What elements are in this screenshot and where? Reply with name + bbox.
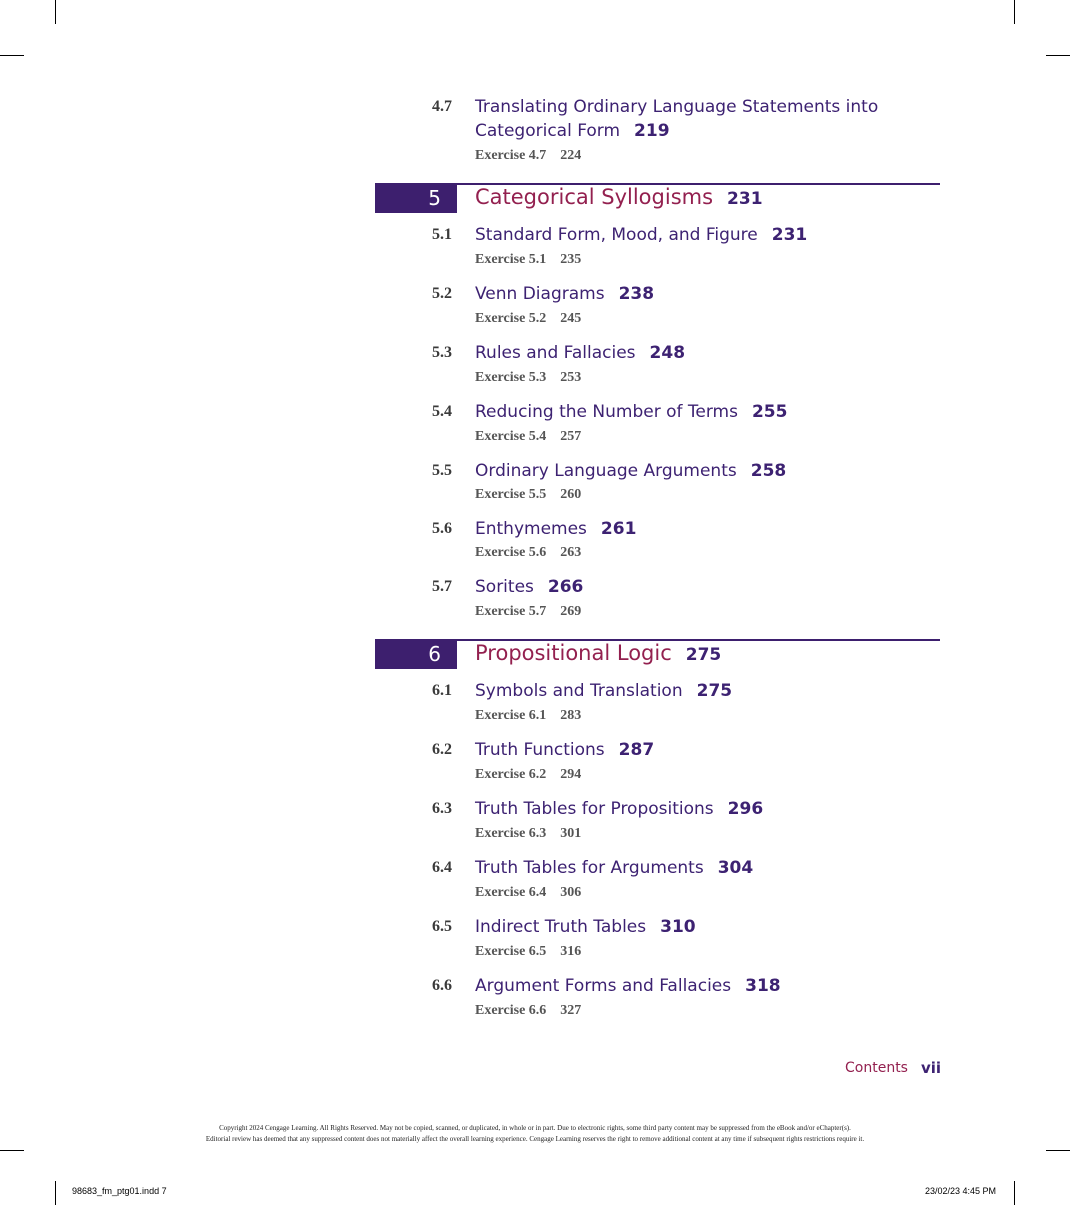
- section-page: 296: [727, 799, 764, 819]
- section-page: 310: [660, 917, 696, 937]
- section-page: 266: [547, 577, 584, 597]
- exercise-entry[interactable]: [475, 707, 581, 725]
- section-page: 248: [649, 343, 686, 363]
- exercise-label: Exercise 6.3: [475, 826, 547, 841]
- exercise-page: 257: [560, 429, 582, 444]
- exercise-page: 224: [560, 148, 582, 163]
- exercise-page: 253: [560, 370, 582, 385]
- crop-mark: [1014, 0, 1015, 24]
- exercise-label: Exercise 6.2: [475, 767, 547, 782]
- exercise-entry[interactable]: [475, 486, 581, 504]
- exercise-entry[interactable]: [475, 1002, 581, 1020]
- section-page: 255: [751, 402, 788, 422]
- exercise-page: 260: [560, 487, 582, 502]
- section-number: 6.4: [432, 859, 452, 876]
- section-number: 6.2: [432, 741, 452, 758]
- crop-mark: [0, 1150, 24, 1151]
- chapter-title: Categorical Syllogisms: [475, 185, 714, 209]
- exercise-entry[interactable]: [475, 884, 581, 902]
- exercise-label: Exercise 6.4: [475, 885, 547, 900]
- exercise-entry[interactable]: [475, 603, 581, 621]
- exercise-label: Exercise 5.7: [475, 604, 547, 619]
- section-title: Venn Diagrams: [475, 284, 605, 304]
- chapter-5-header[interactable]: [375, 183, 940, 213]
- section-title: Sorites: [475, 577, 534, 597]
- crop-mark: [1046, 1150, 1070, 1151]
- exercise-label: Exercise 6.6: [475, 1003, 547, 1018]
- footer-contents-label: Contents: [845, 1060, 908, 1076]
- date-slug: 23/02/23 4:45 PM: [925, 1186, 997, 1196]
- exercise-entry[interactable]: [475, 251, 581, 269]
- exercise-label: Exercise 5.4: [475, 429, 547, 444]
- section-number: 6.6: [432, 977, 452, 994]
- section-number: 4.7: [432, 98, 452, 115]
- section-page: 219: [634, 121, 670, 141]
- exercise-label: Exercise 5.3: [475, 370, 547, 385]
- section-page: 238: [618, 284, 655, 304]
- section-title: Argument Forms and Fallacies: [475, 976, 732, 996]
- section-title-row[interactable]: [475, 974, 905, 998]
- chapter-page: 231: [727, 189, 763, 209]
- exercise-page: 283: [560, 708, 582, 723]
- section-page: 304: [717, 858, 754, 878]
- crop-mark: [55, 1181, 56, 1205]
- section-title-line2: Categorical Form: [475, 121, 621, 141]
- section-page: 231: [771, 225, 808, 245]
- exercise-label: Exercise 5.2: [475, 311, 547, 326]
- exercise-label: Exercise 6.5: [475, 944, 547, 959]
- exercise-label: Exercise 5.6: [475, 545, 547, 560]
- crop-mark: [1046, 55, 1070, 56]
- exercise-entry[interactable]: [475, 544, 581, 562]
- exercise-page: 245: [560, 311, 582, 326]
- section-title: Rules and Fallacies: [475, 343, 636, 363]
- section-number: 5.6: [432, 520, 452, 537]
- chapter-number: 5: [428, 186, 441, 210]
- section-number: 5.4: [432, 403, 452, 420]
- section-title: Truth Tables for Arguments: [475, 858, 704, 878]
- exercise-page: 327: [560, 1003, 582, 1018]
- chapter-number-box: [375, 183, 457, 213]
- section-page: 275: [696, 681, 733, 701]
- section-title: Symbols and Translation: [475, 681, 683, 701]
- section-page: 261: [600, 519, 637, 539]
- exercise-entry[interactable]: [475, 428, 581, 446]
- exercise-page: 294: [560, 767, 582, 782]
- exercise-label: Exercise 6.1: [475, 708, 547, 723]
- section-title: Truth Functions: [475, 740, 605, 760]
- exercise-entry[interactable]: [475, 825, 581, 843]
- section-title: Reducing the Number of Terms: [475, 402, 738, 422]
- crop-mark: [55, 0, 56, 24]
- section-title-row[interactable]: [475, 459, 905, 483]
- chapter-title: Propositional Logic: [475, 641, 672, 665]
- section-title-row[interactable]: [475, 223, 905, 247]
- section-title-line1: Translating Ordinary Language Statements into: [475, 97, 879, 117]
- exercise-entry[interactable]: [475, 369, 581, 387]
- section-title-row[interactable]: [475, 517, 905, 541]
- section-title: Enthymemes: [475, 519, 587, 539]
- chapter-title-row[interactable]: [475, 185, 763, 209]
- file-slug: 98683_fm_ptg01.indd 7: [72, 1186, 167, 1196]
- exercise-label: Exercise 4.7: [475, 148, 547, 163]
- section-title-row[interactable]: [475, 575, 905, 599]
- exercise-entry[interactable]: [475, 766, 581, 784]
- exercise-entry[interactable]: [475, 147, 581, 165]
- section-title: Indirect Truth Tables: [475, 917, 647, 937]
- exercise-page: 306: [560, 885, 582, 900]
- chapter-number-box: [375, 639, 457, 669]
- crop-mark: [0, 55, 24, 56]
- exercise-entry[interactable]: [475, 943, 581, 961]
- copyright-line-1: Copyright 2024 Cengage Learning. All Rights Reserved. May not be copied, scanned, or duplicated, in whole or in part. Due to electronic rights, some third party content may be suppressed from the eBook and/or eChapter(s).: [219, 1124, 851, 1132]
- footer-page-number: vii: [921, 1059, 942, 1077]
- section-title-row[interactable]: [475, 679, 905, 703]
- section-number: 6.1: [432, 682, 452, 699]
- crop-mark: [1014, 1181, 1015, 1205]
- exercise-label: Exercise 5.1: [475, 252, 547, 267]
- section-title-row[interactable]: [475, 797, 905, 821]
- exercise-page: 316: [560, 944, 582, 959]
- chapter-title-row[interactable]: [475, 641, 721, 665]
- exercise-page: 263: [560, 545, 582, 560]
- exercise-page: 235: [560, 252, 582, 267]
- section-number: 5.5: [432, 462, 452, 479]
- section-page: 318: [745, 976, 781, 996]
- section-title-row[interactable]: [475, 400, 905, 424]
- section-title-row[interactable]: [475, 915, 905, 939]
- section-number: 5.2: [432, 285, 452, 302]
- exercise-page: 301: [560, 826, 582, 841]
- section-title: Standard Form, Mood, and Figure: [475, 225, 758, 245]
- section-number: 5.7: [432, 578, 452, 595]
- copyright-line-2: Editorial review has deemed that any suppressed content does not materially affect the overall learning experience. Cengage Learning reserves the right to remove additional content at any time if subsequent rights restrictions require it.: [205, 1135, 865, 1143]
- exercise-page: 269: [560, 604, 582, 619]
- chapter-page: 275: [685, 645, 722, 665]
- section-page: 287: [618, 740, 655, 760]
- section-number: 5.1: [432, 226, 452, 243]
- exercise-entry[interactable]: [475, 310, 581, 328]
- section-number: 6.3: [432, 800, 452, 817]
- section-title[interactable]: [475, 95, 905, 143]
- section-title-row[interactable]: [475, 856, 905, 880]
- chapter-number: 6: [428, 642, 441, 666]
- section-title: Truth Tables for Propositions: [475, 799, 714, 819]
- chapter-6-header[interactable]: [375, 639, 940, 669]
- section-number: 6.5: [432, 918, 452, 935]
- exercise-label: Exercise 5.5: [475, 487, 547, 502]
- section-title-row[interactable]: [475, 282, 905, 306]
- section-page: 258: [750, 461, 787, 481]
- section-title-row[interactable]: [475, 341, 905, 365]
- section-title-row[interactable]: [475, 738, 905, 762]
- section-number: 5.3: [432, 344, 452, 361]
- section-title: Ordinary Language Arguments: [475, 461, 737, 481]
